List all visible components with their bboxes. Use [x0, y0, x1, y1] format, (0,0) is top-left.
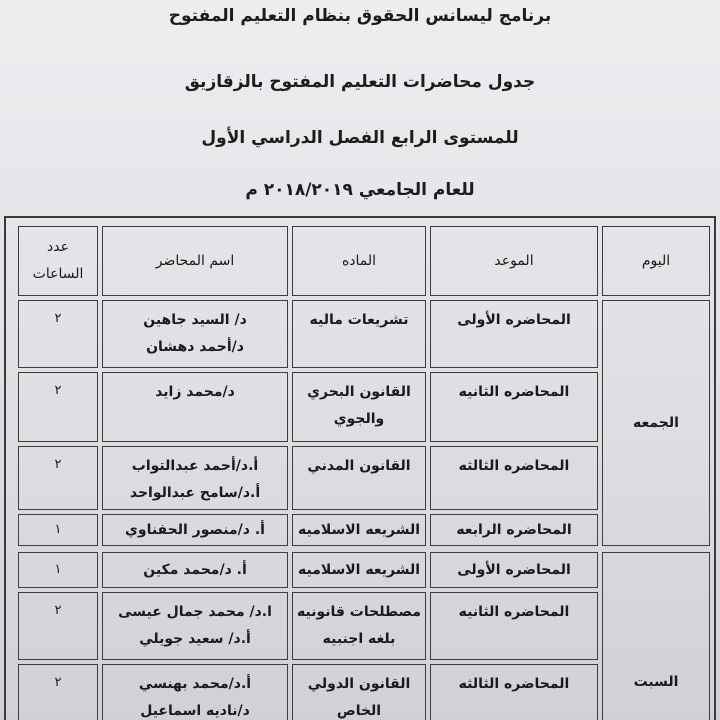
header-hours [18, 226, 98, 296]
row-1-lecturer-line-2: د/أحمد دهشان [146, 338, 244, 355]
row-1-subject [292, 300, 426, 368]
row-1-lecturer [102, 300, 288, 368]
row-2-subject-line-2: والجوي [333, 410, 385, 427]
lecture-schedule-table [4, 216, 716, 720]
row-3-lecturer-line-1: أ.د/أحمد عبدالتواب [131, 458, 259, 474]
row-5-slot: المحاضره الأولى [430, 552, 598, 588]
row-4-subject-line-1: الشريعه الاسلاميه [297, 521, 421, 538]
row-3-slot: المحاضره الثالثه [430, 446, 598, 510]
row-5-lecturer [102, 552, 288, 588]
row-2-subject [292, 372, 426, 442]
row-7-subject-line-2: الخاص [336, 702, 382, 719]
row-3-subject [292, 446, 426, 510]
row-6-slot: المحاضره الثانيه [430, 592, 598, 660]
row-5-hours: ١ [18, 552, 98, 588]
day-friday: الجمعه [602, 300, 710, 546]
row-3-hours: ٢ [18, 446, 98, 510]
row-2-hours: ٢ [18, 372, 98, 442]
row-1-subject-line-1: تشريعات ماليه [309, 312, 409, 328]
row-5-lecturer-line-1: أ. د/محمد مكين [143, 561, 247, 578]
header-hours-line-1: عدد [47, 239, 69, 256]
row-4-lecturer-line-1: أ. د/منصور الحفناوي [125, 521, 265, 538]
row-1-slot: المحاضره الأولى [430, 300, 598, 368]
header-hours-line-2: الساعات [32, 266, 84, 282]
row-7-slot: المحاضره الثالثه [430, 664, 598, 720]
row-6-hours: ٢ [18, 592, 98, 660]
row-7-lecturer-line-1: أ.د/محمد بهنسي [138, 676, 252, 692]
schedule-title: جدول محاضرات التعليم المفتوح بالزقازيق [184, 72, 536, 92]
row-4-hours: ١ [18, 514, 98, 546]
row-7-lecturer-line-2: د/ناديه اسماعيل [140, 702, 250, 719]
row-4-slot: المحاضره الرابعه [430, 514, 598, 546]
row-6-lecturer-line-1: ا.د/ محمد جمال عيسى [118, 604, 272, 620]
program-title: برنامج ليسانس الحقوق بنظام التعليم المفتوح [168, 6, 552, 26]
row-5-subject-line-1: الشريعه الاسلاميه [297, 561, 421, 578]
row-2-subject-line-1: القانون البحري [307, 384, 411, 400]
row-4-lecturer [102, 514, 288, 546]
row-2-lecturer [102, 372, 288, 442]
row-4-subject [292, 514, 426, 546]
row-7-lecturer [102, 664, 288, 720]
row-6-lecturer [102, 592, 288, 660]
row-7-hours: ٢ [18, 664, 98, 720]
header-slot: الموعد [430, 226, 598, 296]
row-1-lecturer-line-1: د/ السيد جاهين [143, 312, 247, 328]
header-day: اليوم [602, 226, 710, 296]
row-6-subject [292, 592, 426, 660]
row-7-subject [292, 664, 426, 720]
row-2-lecturer-line-1: د/محمد زايد [155, 384, 235, 400]
academic-year-title: للعام الجامعي ٢٠١٨/٢٠١٩ م [245, 180, 475, 200]
row-6-subject-line-1: مصطلحات قانونيه [296, 604, 422, 620]
level-title: للمستوى الرابع الفصل الدراسي الأول [201, 128, 519, 148]
row-6-lecturer-line-2: أ.د/ سعيد جويلي [139, 630, 251, 647]
header-subject: الماده [292, 226, 426, 296]
row-6-subject-line-2: بلغه اجنبيه [322, 630, 396, 647]
day-saturday: السبت [602, 552, 710, 720]
header-lecturer: اسم المحاضر [102, 226, 288, 296]
row-3-lecturer [102, 446, 288, 510]
row-7-subject-line-1: القانون الدولي [307, 676, 411, 692]
row-3-lecturer-line-2: أ.د/سامح عبدالواحد [129, 484, 261, 501]
row-3-subject-line-1: القانون المدني [307, 458, 411, 474]
row-5-subject [292, 552, 426, 588]
row-2-slot: المحاضره الثانيه [430, 372, 598, 442]
row-1-hours: ٢ [18, 300, 98, 368]
